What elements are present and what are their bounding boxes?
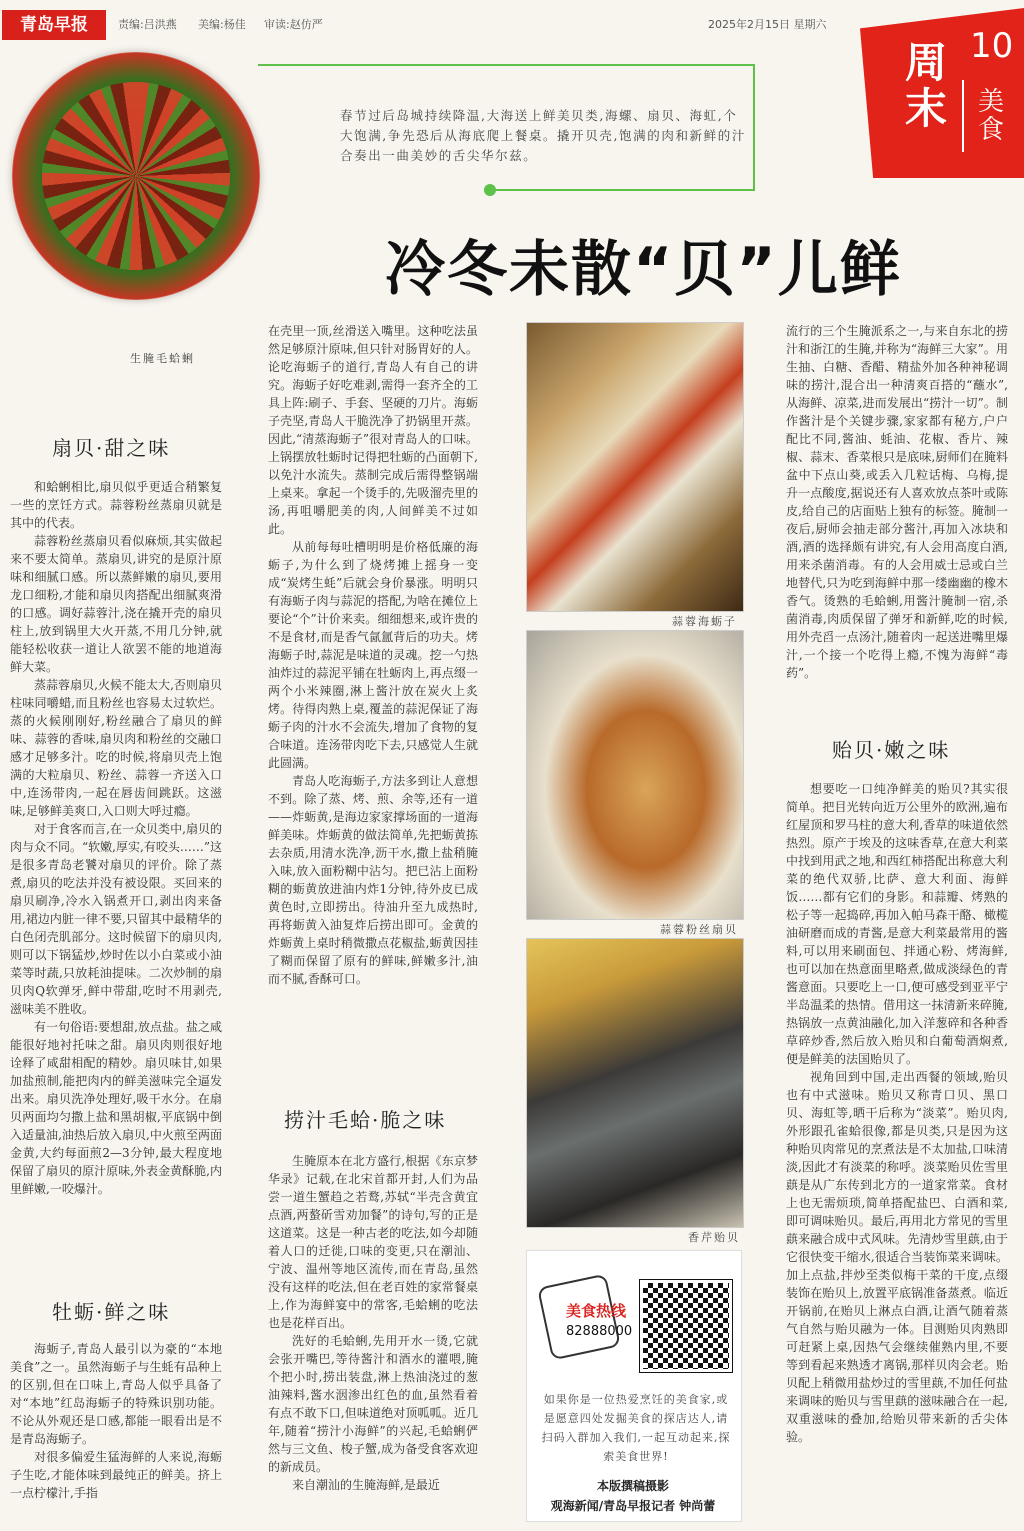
designer-credit: 美编:杨佳 [198, 18, 246, 31]
corner-divider [962, 80, 964, 152]
paragraph: 想要吃一口纯净鲜美的贻贝?其实很简单。把目光转向近万公里外的欧洲,遍布红屋顶和罗马柱的意大利,香草的味道依然热烈。原产于埃及的这味香草,在意大利菜中找到用武之地,和西红柿搭配出称意大利菜的绝代双骄,比萨、意大利面、海鲜饭……都有它们的身影。和蒜瓣、烤熟的松子等一起捣碎,再加入帕马森干酪、橄榄油研磨而成的青酱,是意大利菜最常用的酱料,可以用来刷面包、拌通心粉、烤海鲜,也可以加在热意面里略煮,做成淡绿色的青酱意面。只要吃上一口,便可感受到亚平宁半岛温柔的热情。借用这一抹清新来碎腌,热锅放一点黄油融化,加入洋葱碎和各种香草碎炒香,然后放入贻贝和白葡萄酒焖煮,便是鲜美的法国贻贝了。 [786, 782, 1008, 1066]
hotline-text: 如果你是一位热爱烹饪的美食家,或是愿意四处发掘美食的探店达人,请扫码入群加入我们,一起互动起来,探索美食世界! [541, 1393, 731, 1463]
paragraph: 生腌原本在北方盛行,根据《东京梦华录》记载,在北宋首都开封,人们为品尝一道生蟹趋之若鹜,苏轼“半壳含黄宜点酒,两螯斫雪劝加餐”的诗句,写的正是这道菜。这是一种古老的吃法,如今却随着人口的迁徙,口味的变更,只在潮汕、宁波、温州等地区流传,而在青岛,虽然没有这样的吃法,但在老百姓的家常餐桌上,作为海鲜宴中的常客,毛蛤蜊的吃法也是花样百出。 [268, 1154, 478, 1330]
column-4b [786, 780, 1008, 1524]
page-number: 10 [970, 26, 1014, 66]
column-1 [10, 478, 222, 1288]
column-1b [10, 1340, 222, 1526]
column-2 [268, 322, 478, 1082]
paragraph: 从前每每吐槽明明是价格低廉的海蛎子,为什么到了烧烤摊上摇身一变成“炭烤生蚝”后就会身价暴涨。明明只有海蛎子肉与蒜泥的搭配,为啥在摊位上要论“个”计价来卖。细细想来,或许贵的不是食材,而是香气氤氲背后的功夫。烤海蛎子时,蒜泥是味道的灵魂。挖一勺热油炸过的蒜泥平铺在牡蛎肉上,再点缀一两个小米辣圈,淋上酱汁放在炭火上炙烤。待得肉熟上桌,覆盖的蒜泥保证了海蛎子肉的汁水不会流失,增加了食物的复合味道。连汤带肉吃下去,只感觉人生就此圆满。 [268, 540, 478, 770]
paragraph: 流行的三个生腌派系之一,与来自东北的捞汁和浙江的生腌,并称为“海鲜三大家”。用生抽、白糖、香醋、精盐外加各种神秘调味的捞汁,混合出一种清爽百搭的“蘸水”,从海鲜、凉菜,进而发展出“捞汁一切”。制作酱汁是个关键步骤,家家都有秘方,户户配比不同,酱油、蚝油、花椒、香片、辣椒、蒜末、香菜根只是底味,厨师们在腌料盆中下点山葵,或丢入几粒话梅、乌梅,提升一点酸度,据说还有人喜欢放点茶叶或陈皮,给自己的店面贴上独有的标签。腌制一夜后,厨师会抽走部分酱汁,再加入冰块和酒,酒的选择颇有讲究,有人会用高度白酒,用来杀菌消毒。有的人会用威士忌或白兰地替代,只为吃到海鲜中那一缕幽幽的橡木香气。烫熟的毛蛤蜊,用酱汁腌制一宿,杀菌消毒,肉质保留了弹牙和新鲜,吃的时候,用外壳舀一点汤汁,随着肉一起送进嘴里爆汁,一个接一个吃得上瘾,不愧为海鲜“毒药”。 [786, 324, 1008, 680]
garlic-oyster-photo [526, 322, 744, 612]
intro-text: 春节过后岛城持续降温,大海送上鲜美贝类,海螺、扇贝、海虹,个大饱满,争先恐后从海底爬上餐桌。撬开贝壳,饱满的肉和新鲜的汁合奏出一曲美妙的舌尖华尔兹。 [340, 108, 746, 163]
paragraph: 来自潮汕的生腌海鲜,是最近 [292, 1478, 440, 1492]
photo-caption: 香芹贻贝 [688, 1231, 740, 1244]
intro-rule-bottom [488, 189, 755, 191]
paragraph: 海蛎子,青岛人最引以为豪的“本地美食”之一。虽然海蛎子与生蚝有品种上的区别,但在口味上,青岛人似乎具备了对“本地”红岛海蛎子的特殊识别功能。不论从外观还是口感,都能一眼看出是不是青岛海蛎子。 [10, 1342, 222, 1446]
paragraph: 视角回到中国,走出西餐的领域,贻贝也有中式滋味。贻贝又称青口贝、黑口贝、海虹等,晒干后称为“淡菜”。贻贝肉,外形跟孔雀蛤很像,都是贝类,只是因为这种贻贝肉常见的烹煮法是不太加盐,口味清淡,因此才有淡菜的称呼。淡菜贻贝佐雪里蕻是从广东传到北方的一道家常菜。食材上也无需烦琐,简单搭配盐巴、白酒和菜,即可调味贻贝。最后,再用北方常见的雪里蕻来融合成中式风味。先清炒雪里蕻,由于它很快变干缩水,很适合当装饰菜来调味。加上点盐,拌炒至类似梅干菜的干度,点缀装饰在贻贝上,放置平底锅准备蒸煮。临近开锅前,在贻贝上淋点白酒,让酒气随着蒸气自然与贻贝融为一体。目测贻贝肉熟即可赶紧上桌,因热气会继续催熟内里,不要等到看起来熟透才离锅,那样贝肉会老。贻贝配上稍微用盐炒过的雪里蕻,不加任何盐来调味的贻贝与雪里蕻的滋味融合在一起,双重滋味的叠加,给贻贝带来新的舌尖体验。 [786, 1070, 1008, 1444]
paragraph: 对很多偏爱生猛海鲜的人来说,海蛎子生吃,才能体味到最纯正的鲜美。挤上一点柠檬汁,手指 [10, 1450, 222, 1500]
plate-caption: 生腌毛蛤蜊 [130, 352, 195, 365]
paragraph: 有一句俗语:要想甜,放点盐。盐之咸能很好地衬托味之甜。扇贝肉则很好地诠释了咸甜相配的精妙。扇贝味甘,如果加盐煎制,能把肉内的鲜美滋味完全逼发出来。扇贝洗净处理好,吸干水分。在扇贝两面均匀撒上盐和黑胡椒,平底锅中倒入适量油,油热后放入扇贝,中火煎至两面金黄,大约每面煎2—3分钟,最大程度地保留了扇贝的原汁原味,外表金黄酥脆,内里鲜嫩,一咬爆汁。 [10, 1020, 222, 1196]
subsection-name: 美食 [978, 87, 1005, 145]
subhead-mussel: 贻贝·嫩之味 [832, 738, 951, 762]
paragraph: 在壳里一顶,丝滑送入嘴里。这种吃法虽然足够原汁原味,但只针对肠胃好的人。论吃海蛎子的道行,青岛人有自己的讲究。海蛎子好吃难剥,需得一套齐全的工具上阵:刷子、手套、坚硬的刀片。海蛎子壳坚,青岛人干脆洗净了扔锅里开蒸。因此,“清蒸海蛎子”很对青岛人的口味。上锅摆放牡蛎时记得把牡蛎的凸面朝下,以免汁水流失。蒸制完成后需得整锅端上桌来。拿起一个烫手的,先吸溜壳里的汤,再咀嚼肥美的肉,人间鲜美不过如此。 [268, 324, 478, 536]
headline: 冷冬未散“贝”儿鲜 [385, 235, 902, 305]
hotline-number: 82888000 [566, 1324, 633, 1339]
subhead-hairy-clam: 捞汁毛蛤·脆之味 [284, 1108, 447, 1132]
hairy-clam-photo [12, 52, 260, 300]
column-2b [268, 1152, 478, 1524]
section-name: 周末 [905, 38, 948, 133]
intro-dot [484, 184, 496, 196]
editor-credit: 责编:吕洪燕 [118, 18, 177, 31]
qr-code-icon[interactable] [640, 1280, 732, 1372]
reviewer-credit: 审读:赵仿严 [264, 18, 323, 31]
paragraph: 蒸蒜蓉扇贝,火候不能太大,否则扇贝柱味同嚼蜡,而且粉丝也容易太过软烂。蒸的火候刚刚好,粉丝融合了扇贝的鲜味、蒜蓉的香味,扇贝肉和粉丝的交融口感才足够多汁。吃的时候,将扇贝壳上饱满的大粒扇贝、粉丝、蒜蓉一齐送入口中,连汤带肉,一起在唇齿间跳跃。这滋味,足够鲜美爽口,入口则大呼过瘾。 [10, 678, 222, 818]
byline-line-1: 本版撰稿摄影 [596, 1479, 669, 1493]
column-4 [786, 322, 1008, 712]
intro-rule-top [258, 64, 753, 66]
byline [530, 1476, 736, 1516]
subhead-scallop: 扇贝·甜之味 [52, 436, 171, 460]
celery-mussel-photo [526, 938, 744, 1228]
paragraph: 蒜蓉粉丝蒸扇贝看似麻烦,其实做起来不要太简单。蒸扇贝,讲究的是原汁原味和细腻口感。所以蒸鲜嫩的扇贝,要用龙口细粉,才能和扇贝肉搭配出细腻爽滑的口感。调好蒜蓉汁,浇在撬开壳的扇贝柱上,放到锅里大火开蒸,不用几分钟,就能轻松收获一道让人欲罢不能的地道海鲜大菜。 [10, 534, 222, 674]
paragraph: 青岛人吃海蛎子,方法多到让人意想不到。除了蒸、烤、煎、余等,还有一道——炸蛎黄,是海边家家撑场面的一道海鲜美味。炸蛎黄的做法简单,先把蛎黄拣去杂质,用清水洗净,沥干水,撒上盐稍腌入味,放入面粉糊中沾匀。把已沾上面粉糊的蛎黄放进油内炸1分钟,待外皮已成黄色时,立即捞出。待油升至九成热时,再将蛎黄入油复炸后捞出即可。金黄的炸蛎黄上桌时稍微撒点花椒盐,蛎黄因挂了糊而保留了原有的鲜味,鲜嫩多汁,油而不腻,香酥可口。 [268, 774, 478, 986]
photo-caption: 蒜蓉海蛎子 [672, 615, 737, 628]
photo-caption: 蒜蓉粉丝扇贝 [660, 923, 738, 936]
paragraph: 和蛤蜊相比,扇贝似乎更适合稍繁复一些的烹饪方式。蒜蓉粉丝蒸扇贝就是其中的代表。 [10, 480, 222, 530]
garlic-scallop-photo [526, 630, 744, 920]
subhead-oyster: 牡蛎·鲜之味 [52, 1300, 171, 1324]
hotline-label: 美食热线 [566, 1302, 627, 1320]
paragraph: 洗好的毛蛤蜊,先用开水一烫,它就会张开嘴巴,等待酱汁和酒水的灌喂,腌个把小时,捞出装盘,淋上热油浇过的葱油辣料,酱水洇渗出红色的血,虽然看着有点不敢下口,但味道绝对顶呱呱。近几年,随着“捞汁小海鲜”的兴起,毛蛤蜊俨然与三文鱼、梭子蟹,成为备受食客欢迎的新成员。 [268, 1334, 478, 1474]
byline-line-2: 观海新闻/青岛早报记者 钟尚蕾 [550, 1499, 716, 1513]
issue-date: 2025年2月15日 星期六 [708, 18, 827, 31]
paragraph: 对于食客而言,在一众贝类中,扇贝的肉与众不同。“软嫩,厚实,有咬头……”这是很多青岛老饕对扇贝的评价。除了蒸煮,扇贝的吃法并没有被设限。买回来的扇贝刷净,冷水入锅煮开口,剥出肉来备用,裙边内脏一律不要,只留其中最精华的白色闭壳肌部分。这时候留下的扇贝肉,则可以下锅猛炒,炒时佐以小白菜或小油菜等时蔬,只放耗油提味。二次炒制的扇贝肉Q软弹牙,鲜中带甜,吃时不用剥壳,滋味美不胜收。 [10, 822, 222, 1016]
intro-rule-right [753, 64, 755, 190]
newspaper-logo: 青岛早报 [2, 10, 106, 40]
